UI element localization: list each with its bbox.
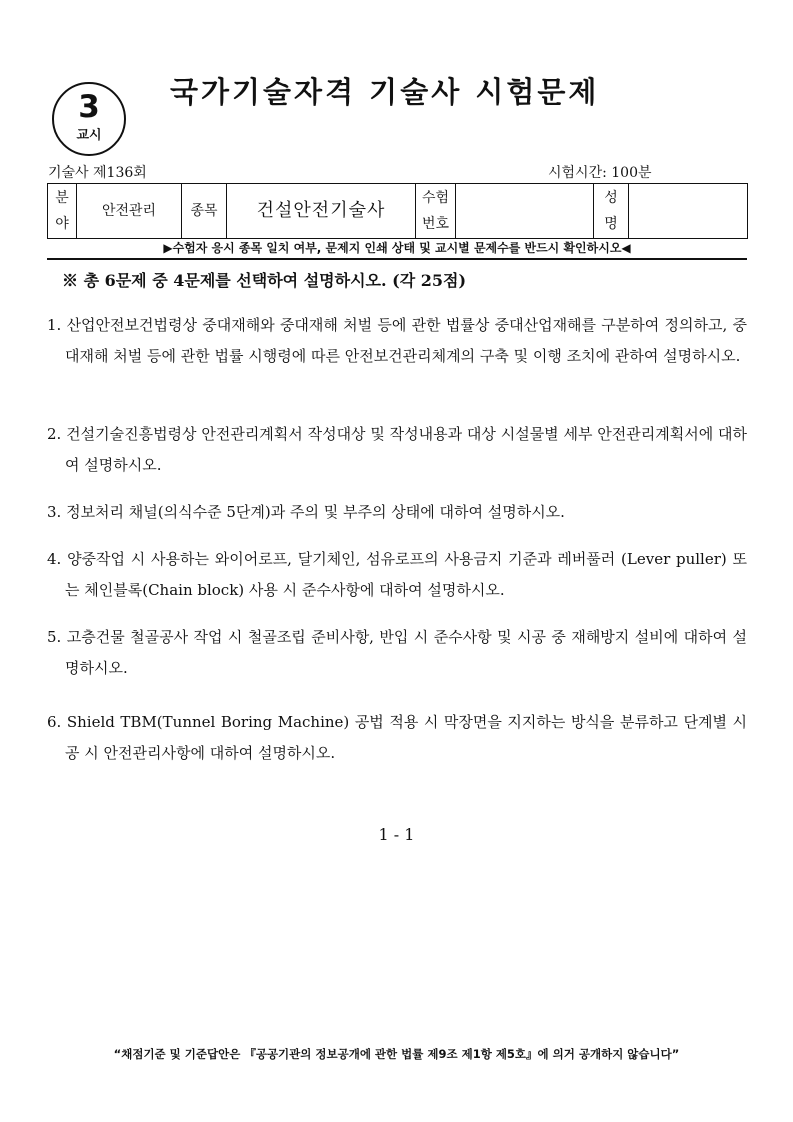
header-divider (47, 258, 747, 260)
question-6: 6. Shield TBM(Tunnel Boring Machine) 공법 적용 시 막장면을 지지하는 방식을 분류하고 단계별 시공 시 안전관리사항에 대하여 설명하시오. (47, 713, 747, 762)
exam-number-field[interactable] (456, 184, 594, 239)
exam-number-label-bottom: 번호 (421, 216, 450, 232)
document-title: 국가기술자격 기술사 시험문제 (170, 75, 600, 109)
period-badge (52, 82, 126, 156)
candidate-notice: ▶수험자 응시 종목 일치 여부, 문제지 인쇄 상태 및 교시별 문제수를 반드시 확인하시오◀ (163, 241, 631, 255)
exam-round: 기술사 제136회 (48, 165, 147, 181)
field-label-cell (48, 184, 77, 239)
page-number: 1 - 1 (378, 825, 415, 844)
exam-number-label-cell (416, 184, 456, 239)
exam-info-table (47, 183, 748, 239)
category-label: 종목 (182, 184, 227, 239)
exam-number-label-top: 수험 (421, 190, 450, 206)
instruction-text: ※ 총 6문제 중 4문제를 선택하여 설명하시오. (각 25점) (62, 271, 467, 290)
category-value: 건설안전기술사 (227, 184, 416, 239)
question-4: 4. 양중작업 시 사용하는 와이어로프, 달기체인, 섬유로프의 사용금지 기준과 레버풀러 (Lever puller) 또는 체인블록(Chain block) 사용 시 준수사항에 대하여 설명하시오. (47, 550, 747, 599)
disclosure-footer: “채점기준 및 기준답안은 『공공기관의 정보공개에 관한 법률 제9조 제1항 제5호』에 의거 공개하지 않습니다” (113, 1047, 680, 1061)
question-5: 5. 고층건물 철골공사 작업 시 철골조립 준비사항, 반입 시 준수사항 및 시공 중 재해방지 설비에 대하여 설명하시오. (47, 628, 747, 677)
name-label-bottom: 명 (604, 216, 618, 232)
field-label-top: 분 (55, 190, 69, 206)
name-label-cell (594, 184, 629, 239)
question-1: 1. 산업안전보건법령상 중대재해와 중대재해 처벌 등에 관한 법률상 중대산업재해를 구분하여 정의하고, 중대재해 처벌 등에 관한 법률 시행령에 따른 안전보건관리체계의 구축 및 이행 조치에 관하여 설명하시오. (47, 316, 747, 365)
field-value: 안전관리 (77, 184, 182, 239)
name-field[interactable] (629, 184, 748, 239)
question-2: 2. 건설기술진흥법령상 안전관리계획서 작성대상 및 작성내용과 대상 시설물별 세부 안전관리계획서에 대하여 설명하시오. (47, 425, 747, 474)
period-label: 교시 (76, 128, 102, 143)
field-label-bottom: 야 (55, 216, 69, 232)
exam-time: 시험시간: 100분 (548, 165, 652, 181)
period-number: 3 (78, 89, 100, 125)
question-3: 3. 정보처리 채널(의식수준 5단계)과 주의 및 부주의 상태에 대하여 설명하시오. (47, 503, 565, 521)
name-label-top: 성 (604, 190, 618, 206)
